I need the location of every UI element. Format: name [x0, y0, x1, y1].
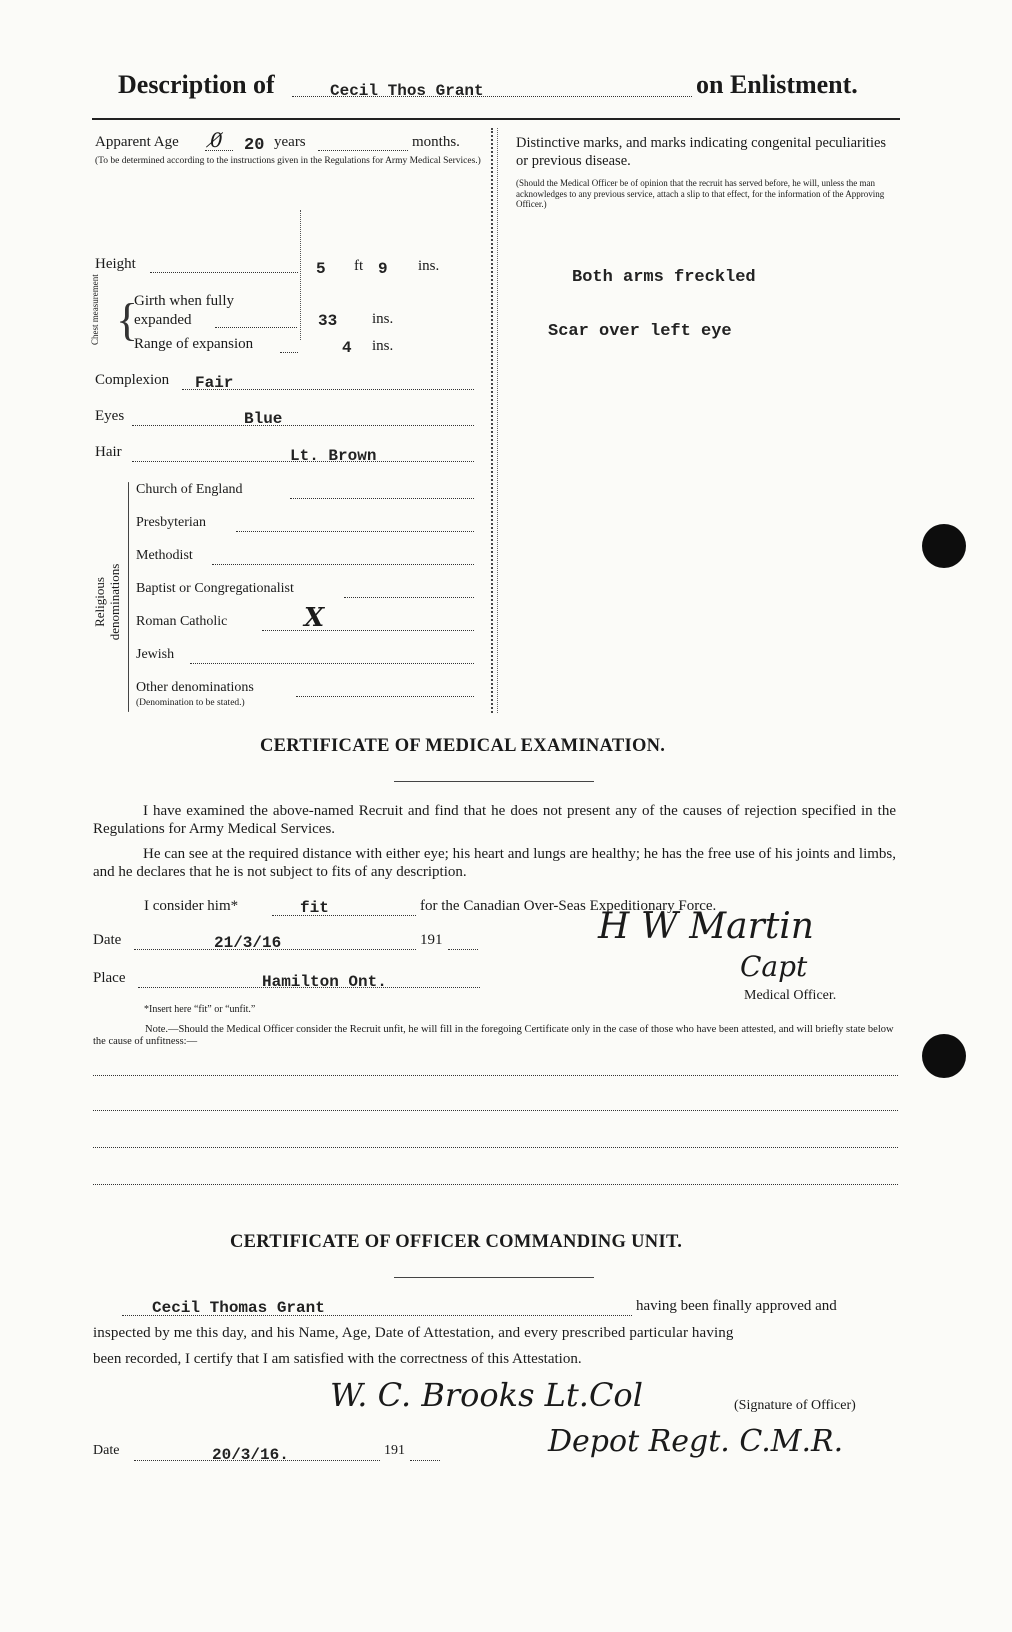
girth-value: 33: [318, 312, 338, 330]
age-months: months.: [412, 134, 460, 150]
commanding-text-3: been recorded, I certify that I am satisfied with the correctness of this Attestation.: [93, 1351, 582, 1367]
eyes-value: Blue: [244, 410, 283, 428]
religion-roman-catholic: Roman Catholic: [136, 614, 228, 629]
height-in-value: 9: [378, 260, 388, 278]
insert-note: *Insert here “fit” or “unfit.”: [144, 1004, 256, 1015]
commanding-text-2: inspected by me this day, and his Name, Age, Date of Attestation, and every prescribed particular having: [93, 1325, 734, 1341]
commanding-year-prefix: 191: [384, 1443, 405, 1458]
medical-place-value: Hamilton Ont.: [262, 973, 387, 991]
religion-jewish: Jewish: [136, 647, 175, 662]
age-years: years: [274, 134, 306, 150]
age-value: 20: [244, 136, 265, 155]
header-prefix: Description of: [118, 70, 275, 99]
unfit-line-4: [93, 1184, 898, 1185]
chest-label: Chest measurement: [90, 274, 100, 345]
unfit-line-3: [93, 1147, 898, 1148]
girth-unit: ins.: [372, 311, 394, 327]
medical-rank: Capt: [740, 950, 808, 983]
chest-brace: {: [116, 294, 139, 345]
commanding-unit: Depot Regt. C.M.R.: [548, 1424, 844, 1459]
unfit-line-1: [93, 1075, 898, 1076]
medical-para-2: He can see at the required distance with either eye; his heart and lungs are healthy; he has the free use of his joints and limbs, and he declares that he is not subject to fits of any description.: [93, 846, 896, 880]
consider-prefix: I consider him*: [144, 898, 239, 914]
religion-presbyterian: Presbyterian: [136, 515, 206, 530]
commanding-signature: W. C. Brooks Lt.Col: [330, 1376, 643, 1414]
unfit-note: Note.—Should the Medical Officer consider the Recruit unfit, he will fill in the foregoing Certificate only in the case of those who have been attested, and will briefly state below the cause of unfitness:—: [93, 1024, 894, 1047]
range-label: Range of expansion: [134, 336, 254, 352]
age-label: Apparent Age: [95, 134, 179, 150]
religion-baptist: Baptist or Congregationalist: [136, 581, 294, 596]
header-suffix: on Enlistment.: [696, 70, 858, 99]
religion-church-of-england: Church of England: [136, 482, 243, 497]
punch-hole-2: [922, 1034, 966, 1078]
fit-value: fit: [300, 899, 329, 917]
height-label: Height: [95, 256, 136, 272]
medical-year-prefix: 191: [420, 932, 443, 948]
marks-note: (Should the Medical Officer be of opinion that the recruit has served before, he will, unless the man acknowledges to any previous service, attach a slip to that effect, for the information of the Approving Officer.): [516, 178, 885, 209]
medical-signature: H W Martin: [598, 906, 814, 947]
religion-methodist: Methodist: [136, 548, 193, 563]
punch-hole-1: [922, 524, 966, 568]
religion-mark: X: [304, 603, 325, 633]
commanding-sig-label: (Signature of Officer): [734, 1398, 856, 1413]
hair-label: Hair: [95, 444, 122, 460]
commanding-text-1: having been finally approved and: [636, 1298, 837, 1314]
commanding-date-value: 20/3/16.: [212, 1446, 289, 1464]
height-ins-label: ins.: [418, 258, 440, 274]
column-divider: [491, 128, 493, 713]
header-name: Cecil Thos Grant: [330, 82, 484, 100]
marks-heading: Distinctive marks, and marks indicating congenital peculiarities or previous disease.: [516, 135, 887, 169]
hair-value: Lt. Brown: [290, 447, 377, 465]
commanding-title: CERTIFICATE OF OFFICER COMMANDING UNIT.: [230, 1232, 683, 1252]
range-value: 4: [342, 339, 352, 357]
mark-2: Scar over left eye: [548, 322, 732, 341]
consider-suffix: for the Canadian Over-Seas Expeditionary Force.: [420, 898, 717, 914]
medical-title: CERTIFICATE OF MEDICAL EXAMINATION.: [260, 736, 666, 756]
medical-officer-label: Medical Officer.: [744, 988, 837, 1003]
commanding-date-label: Date: [93, 1443, 120, 1458]
height-ft-label: ft: [354, 258, 364, 274]
religion-other-note: (Denomination to be stated.): [136, 698, 245, 708]
medical-date-label: Date: [93, 932, 122, 948]
age-note: (To be determined according to the instructions given in the Regulations for Army Medical Services.): [95, 156, 481, 166]
religion-label: Religious denominations: [92, 563, 122, 641]
religion-other: Other denominations: [136, 680, 254, 695]
complexion-value: Fair: [195, 374, 234, 392]
unfit-line-2: [93, 1110, 898, 1111]
commanding-name: Cecil Thomas Grant: [152, 1299, 325, 1317]
complexion-label: Complexion: [95, 372, 170, 388]
range-unit: ins.: [372, 338, 394, 354]
medical-date-value: 21/3/16: [214, 934, 282, 952]
medical-para-1: I have examined the above-named Recruit and find that he does not present any of the causes of rejection specified in the Regulations for Army Medical Services.: [93, 803, 896, 837]
height-ft-value: 5: [316, 260, 326, 278]
age-strike: 0̸: [210, 128, 223, 152]
eyes-label: Eyes: [95, 408, 125, 424]
medical-place-label: Place: [93, 970, 126, 986]
girth-label: Girth when fully expanded: [134, 293, 234, 328]
mark-1: Both arms freckled: [572, 268, 756, 287]
